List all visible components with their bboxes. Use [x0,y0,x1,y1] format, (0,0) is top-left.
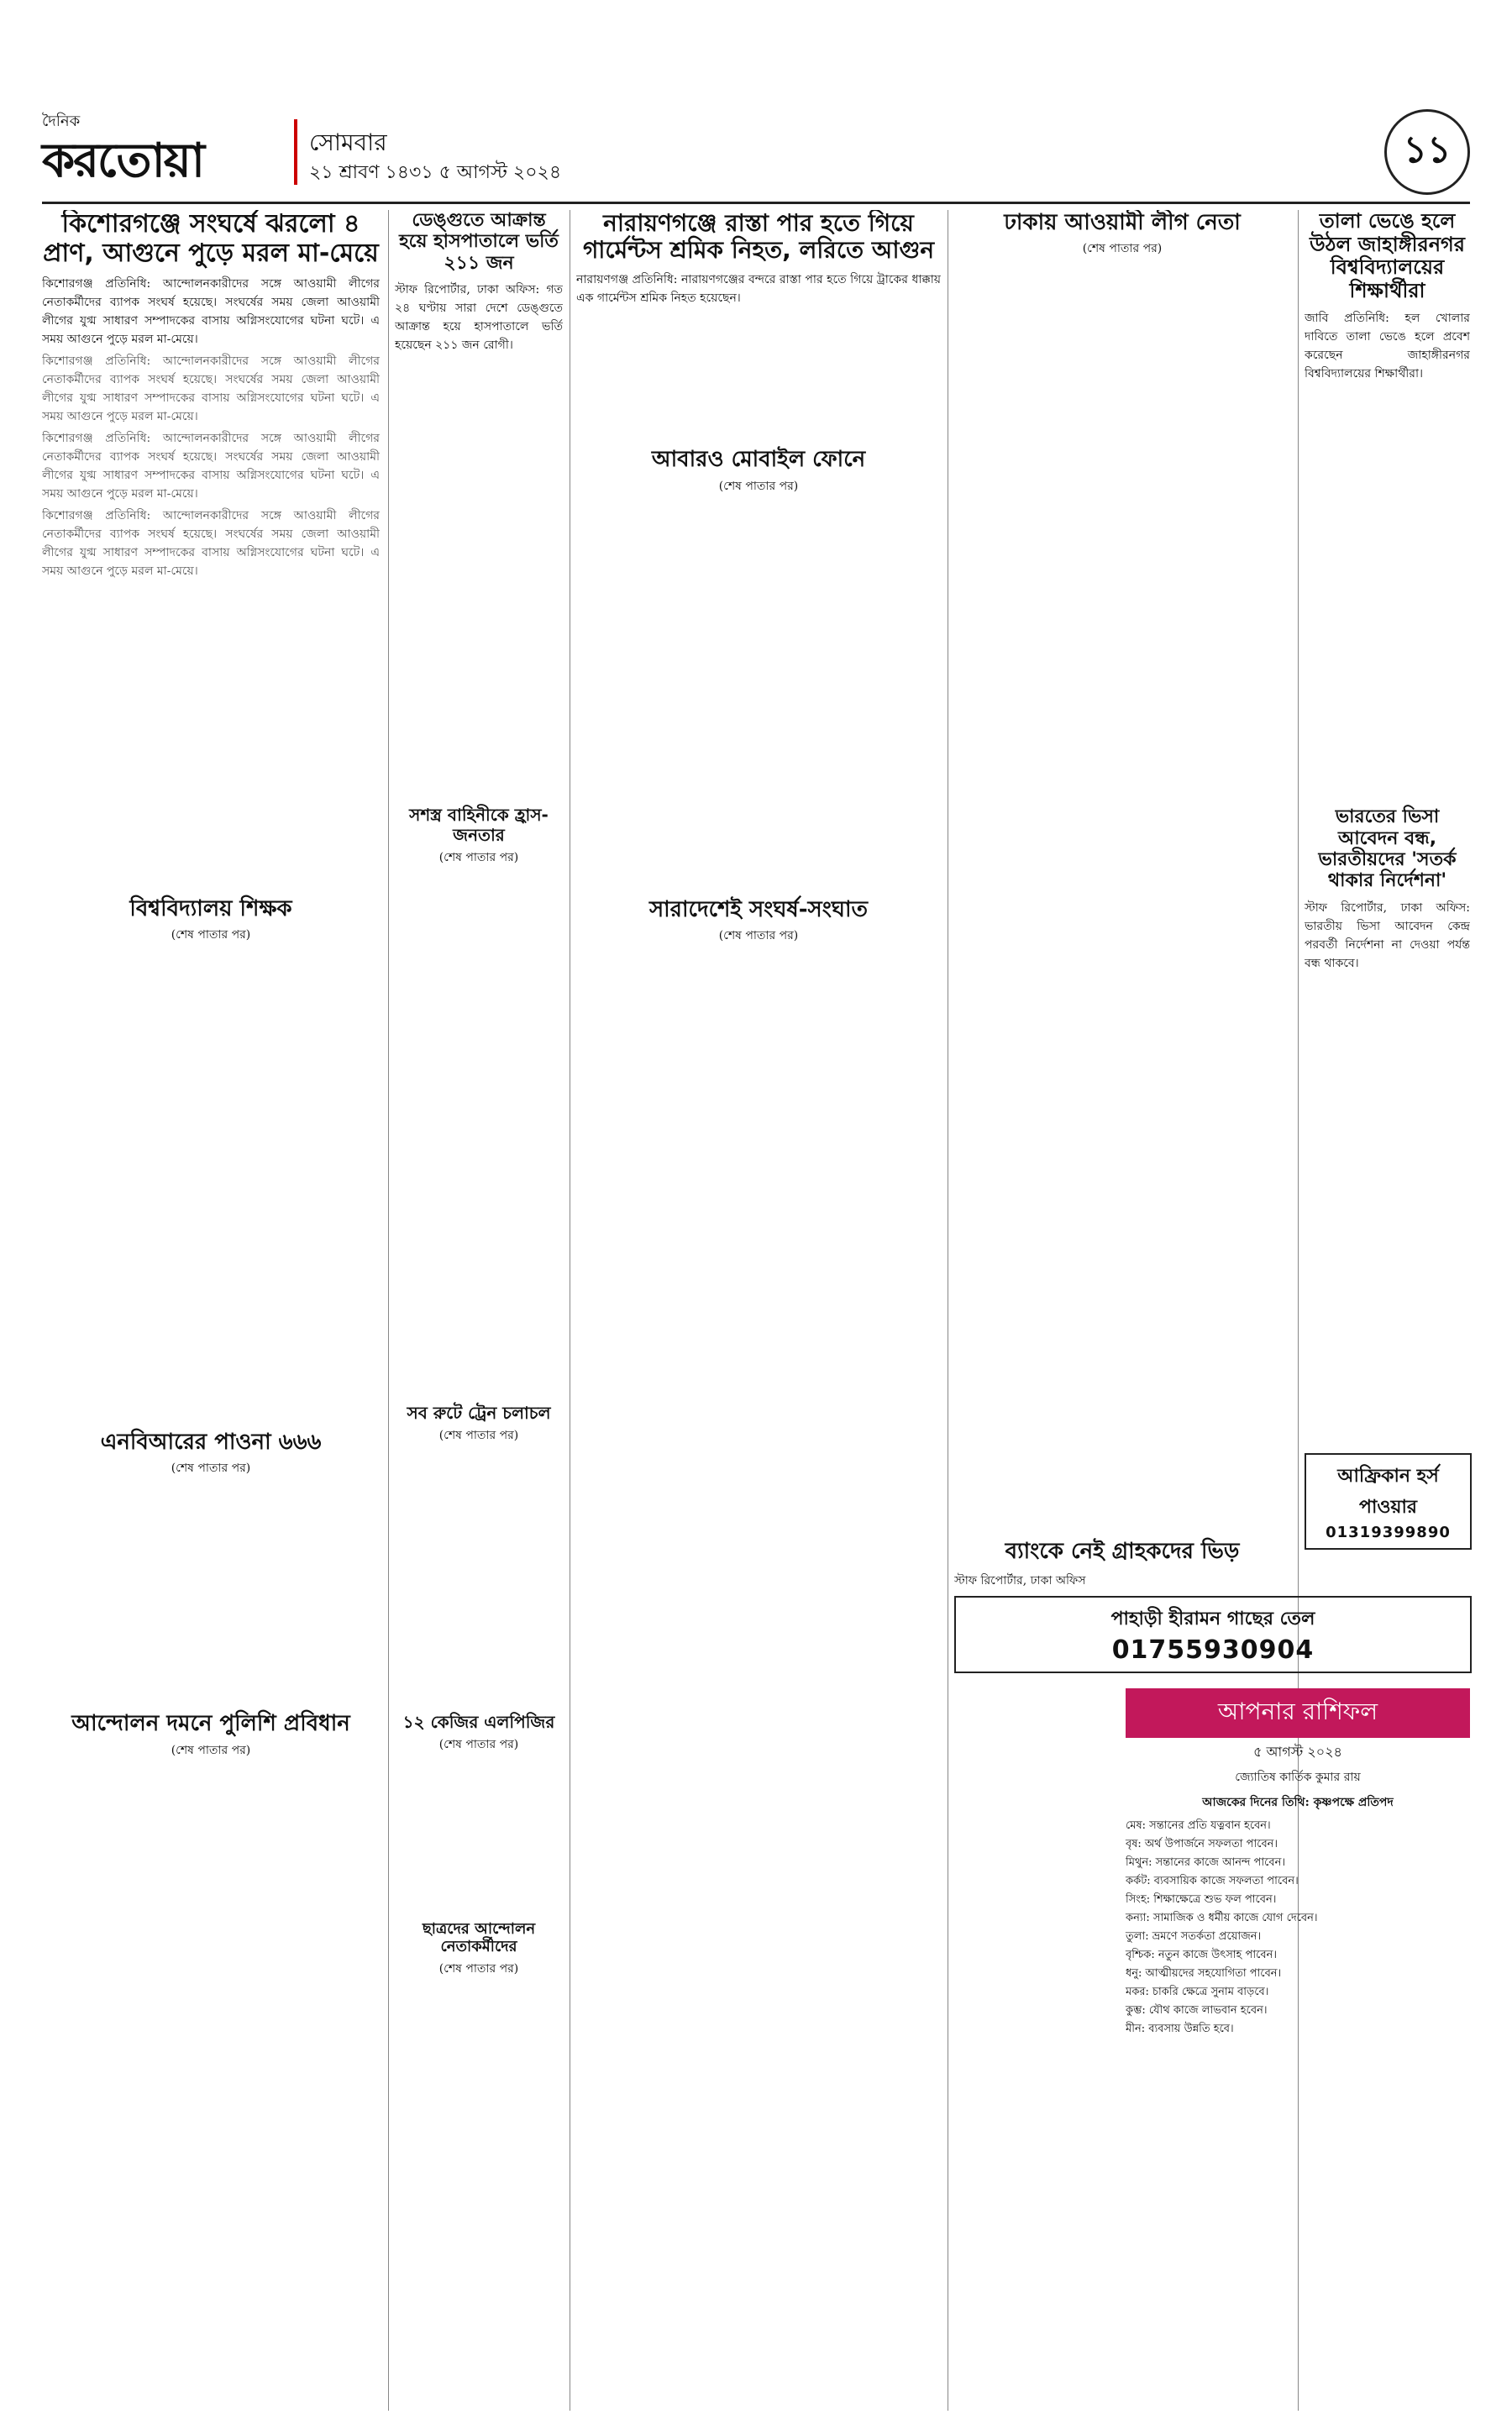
continuation-note: (শেষ পাতার পর) [438,1737,519,1751]
rashi-item: সিংহ: শিক্ষাক্ষেত্রে শুভ ফল পাবেন। [1126,1893,1277,1906]
headline: ছাত্রদের আন্দোলন নেতাকর্মীদের [422,1919,536,1956]
continuation-note: (শেষ পাতার পর) [718,479,799,493]
article-body: জাবি প্রতিনিধি: হল খোলার দাবিতে তালা ভেঙে হলে প্রবেশ করেছেন জাহাঙ্গীরনগর বিশ্ববিদ্যালয়ের শিক্ষার্থীরা। [1305,312,1470,381]
column-5 [1305,210,1470,2411]
headline: ডেঙ্গুতে আক্রান্ত হয়ে হাসপাতালে ভর্তি ২১১ জন [399,210,559,274]
rashi-item: মকর: চাকরি ক্ষেত্রে সুনাম বাড়বে। [1126,1986,1269,1998]
continuation-note: (শেষ পাতার পর) [438,1962,519,1976]
article-body: কিশোরগঞ্জ প্রতিনিধি: আন্দোলনকারীদের সঙ্গে আওয়ামী লীগের নেতাকর্মীদের ব্যাপক সংঘর্ষ হয়েছে। সংঘর্ষের সময় জেলা আওয়ামী লীগের যুগ্ম সাধারণ সম্পাদকের বাসায় অগ্নিসংযোগের ঘটনা ঘটে। এ সময় আগুনে পুড়ে মরল মা-মেয়ে। [42,277,380,346]
headline: কিশোরগঞ্জে সংঘর্ষে ঝরলো ৪ প্রাণ, আগুনে পুড়ে মরল মা-মেয়ে [43,210,379,268]
column-3 [576,210,941,2411]
column-2 [395,210,563,2411]
logo-small: দৈনিক [42,113,81,130]
headline: আবারও মোবাইল ফোনে [651,447,866,473]
rashi-item: মীন: ব্যবসায় উন্নতি হবে। [1126,2023,1234,2035]
article-body: কিশোরগঞ্জ প্রতিনিধি: আন্দোলনকারীদের সঙ্গে আওয়ামী লীগের নেতাকর্মীদের ব্যাপক সংঘর্ষ হয়েছে। সংঘর্ষের সময় জেলা আওয়ামী লীগের যুগ্ম সাধারণ সম্পাদকের বাসায় অগ্নিসংযোগের ঘটনা ঘটে। এ সময় আগুনে পুড়ে মরল মা-মেয়ে। [42,509,380,578]
rashifal-author: জ্যোতিষ কার্তিক কুমার রায় [1235,1771,1361,1784]
headline: ১২ কেজির এলপিজির [402,1711,555,1732]
ad-phone: 01755930904 [1111,1635,1315,1665]
rashi-item: কর্কট: ব্যবসায়িক কাজে সফলতা পাবেন। [1126,1875,1299,1887]
continuation-note: (শেষ পাতার পর) [718,928,799,942]
rashi-item: ধনু: আত্মীয়দের সহযোগিতা পাবেন। [1126,1967,1282,1980]
ad-title: আফ্রিকান হর্স পাওয়ার [1337,1466,1439,1518]
rashifal-date: ৫ আগস্ট ২০২৪ [1253,1744,1342,1760]
continuation-note: (শেষ পাতার পর) [171,1462,251,1476]
headline: সব রুটে ট্রেন চলাচল [407,1402,551,1423]
rashi-item: মেষ: সন্তানের প্রতি যত্নবান হবেন। [1126,1819,1271,1832]
dateline: ২১ শ্রাবণ ১৪৩১ ৫ আগস্ট ২০২৪ [309,162,562,183]
logo: করতোয়া [42,134,203,188]
headline: নারায়ণগঞ্জে রাস্তা পার হতে গিয়ে গার্মেন্টস শ্রমিক নিহত, লরিতে আগুন [582,210,935,265]
page-number: ১১ [1384,109,1470,195]
rashi-item: তুলা: ভ্রমণে সতর্কতা প্রয়োজন। [1126,1930,1262,1943]
masthead [42,109,1470,193]
masthead-rule [42,202,1470,204]
article-body: স্টাফ রিপোর্টার, ঢাকা অফিস: গত ২৪ ঘণ্টায় সারা দেশে ডেঙ্গুতে আক্রান্ত হয়ে হাসপাতালে ভর্তি হয়েছেন ২১১ জন রোগী। [395,282,563,352]
rashi-item: কুম্ভ: যৌথ কাজে লাভবান হবেন। [1126,2004,1268,2017]
rashifal-title: আপনার রাশিফল [1126,1688,1470,1738]
rashi-item: বৃশ্চিক: নতুন কাজে উৎসাহ পাবেন। [1126,1949,1277,1961]
continuation-note: (শেষ পাতার পর) [438,1428,519,1442]
headline: ভারতের ভিসা আবেদন বন্ধ, ভারতীয়দের 'সতর্ক থাকার নির্দেশনা' [1318,806,1457,892]
headline: এনবিআরের পাওনা ৬৬৬ [100,1430,322,1456]
column-divider [388,210,389,2411]
continuation-note: (শেষ পাতার পর) [438,850,519,864]
headline: সারাদেশেই সংঘর্ষ-সংঘাত [648,896,869,922]
rashi-item: কন্যা: সামাজিক ও ধর্মীয় কাজে যোগ দেবেন। [1126,1912,1318,1924]
article-body: কিশোরগঞ্জ প্রতিনিধি: আন্দোলনকারীদের সঙ্গে আওয়ামী লীগের নেতাকর্মীদের ব্যাপক সংঘর্ষ হয়েছে। সংঘর্ষের সময় জেলা আওয়ামী লীগের যুগ্ম সাধারণ সম্পাদকের বাসায় অগ্নিসংযোগের ঘটনা ঘটে। এ সময় আগুনে পুড়ে মরল মা-মেয়ে। [42,354,380,423]
article-body: স্টাফ রিপোর্টার, ঢাকা অফিস [954,1574,1086,1588]
article-body: নারায়ণগঞ্জ প্রতিনিধি: নারায়ণগঞ্জের বন্দরে রাস্তা পার হতে গিয়ে ট্রাকের ধাক্কায় এক গার্মেন্টস শ্রমিক নিহত হয়েছেন। [576,273,941,306]
continuation-note: (শেষ পাতার পর) [1082,242,1163,256]
rashi-item: বৃষ: অর্থ উপার্জনে সফলতা পাবেন। [1126,1838,1278,1850]
headline: তালা ভেঙে হলে উঠল জাহাঙ্গীরনগর বিশ্ববিদ্যালয়ের শিক্ষার্থীরা [1309,210,1465,302]
ad-title: পাহাড়ী হীরামন গাছের তেল [1110,1609,1315,1630]
masthead-divider [294,119,297,185]
rashi-item: মিথুন: সন্তানের কাজে আনন্দ পাবেন। [1126,1856,1286,1869]
headline: সশস্ত্র বাহিনীকে হ্রাস-জনতার [409,804,549,845]
day: সোমবার [309,129,387,156]
advertisement [954,1596,1472,1673]
continuation-note: (শেষ পাতার পর) [171,1743,251,1757]
rashifal-tithi: আজকের দিনের তিথি: কৃষ্ণপক্ষে প্রতিপদ [1202,1796,1394,1809]
rashifal-box [1126,1688,1470,2039]
column-1 [42,210,380,2411]
continuation-note: (শেষ পাতার পর) [171,928,251,942]
headline: বিশ্ববিদ্যালয় শিক্ষক [129,896,292,921]
column-4 [954,210,1290,2411]
advertisement [1305,1453,1472,1550]
article-body: কিশোরগঞ্জ প্রতিনিধি: আন্দোলনকারীদের সঙ্গে আওয়ামী লীগের নেতাকর্মীদের ব্যাপক সংঘর্ষ হয়েছে। সংঘর্ষের সময় জেলা আওয়ামী লীগের যুগ্ম সাধারণ সম্পাদকের বাসায় অগ্নিসংযোগের ঘটনা ঘটে। এ সময় আগুনে পুড়ে মরল মা-মেয়ে। [42,432,380,501]
headline: ঢাকায় আওয়ামী লীগ নেতা [1004,210,1241,235]
column-divider [1298,210,1299,2411]
headline: ব্যাংকে নেই গ্রাহকদের ভিড় [1005,1539,1240,1565]
headline: আন্দোলন দমনে পুলিশি প্রবিধান [71,1711,350,1737]
article-body: স্টাফ রিপোর্টার, ঢাকা অফিস: ভারতীয় ভিসা আবেদন কেন্দ্র পরবর্তী নির্দেশনা না দেওয়া পর্যন্ত বন্ধ থাকবে। [1305,900,1470,970]
ad-phone: 01319399890 [1326,1524,1451,1541]
